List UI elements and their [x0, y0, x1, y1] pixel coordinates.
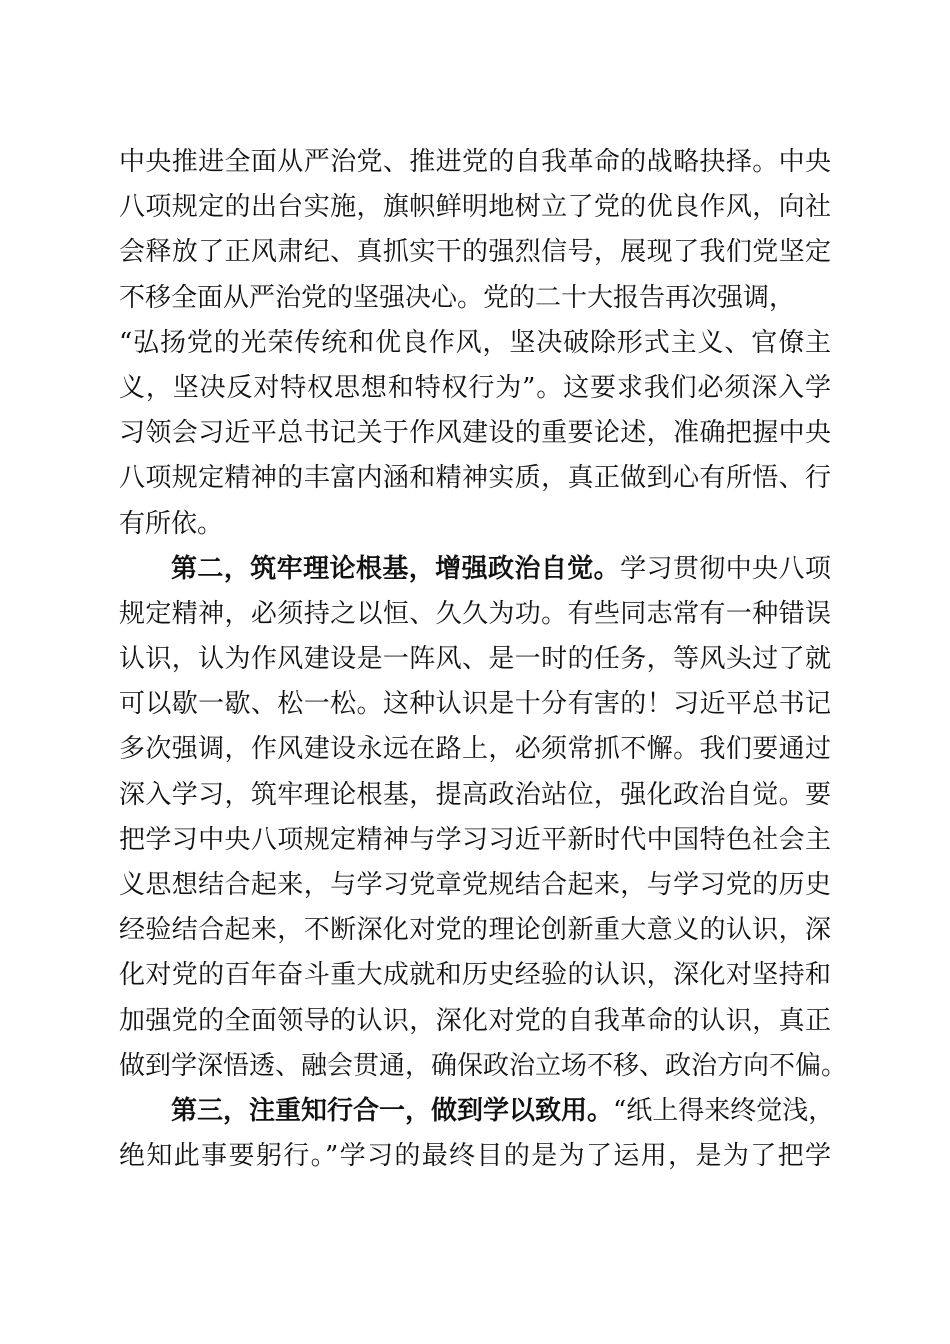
- paragraph-first-line: [119, 547, 831, 592]
- paragraph-line: 可以歇一歇、松一松。这种认识是十分有害的！习近平总书记: [119, 689, 831, 720]
- paragraph-line: 不移全面从严治党的坚强决心。党的二十大报告再次强调，: [119, 282, 796, 313]
- document-body: [119, 140, 848, 1179]
- paragraph-line: 多次强调，作风建设永远在路上，必须常抓不懈。我们要通过: [119, 734, 831, 765]
- paragraph-line: 加强党的全面领导的认识，深化对党的自我革命的认识，真正: [119, 1005, 831, 1036]
- paragraph-first-line: [119, 1089, 835, 1134]
- paragraph-line: 经验结合起来，不断深化对党的理论创新重大意义的认识，深: [119, 915, 831, 946]
- paragraph-text: 学习贯彻中央八项: [620, 553, 831, 584]
- paragraph-line: “弘扬党的光荣传统和优良作风，坚决破除形式主义、官僚主: [119, 327, 831, 358]
- paragraph-line: 把学习中央八项规定精神与学习习近平新时代中国特色社会主: [119, 824, 831, 855]
- paragraph-2: [119, 547, 848, 1089]
- paragraph-line: 会释放了正风肃纪、真抓实干的强烈信号，展现了我们党坚定: [119, 237, 831, 268]
- paragraph-line: 义，坚决反对特权思想和特权行为”。这要求我们必须深入学: [119, 372, 831, 403]
- paragraph-line: 认识，认为作风建设是一阵风、是一时的任务，等风头过了就: [119, 644, 831, 675]
- paragraph-line: 深入学习，筑牢理论根基，提高政治站位，强化政治自觉。要: [119, 779, 831, 810]
- section-heading: 第二，筑牢理论根基，增强政治自觉。: [171, 553, 621, 584]
- paragraph-line: 有所依。: [119, 508, 224, 539]
- section-heading: 第三，注重知行合一，做到学以致用。: [171, 1095, 614, 1126]
- paragraph-line: 八项规定的出台实施，旗帜鲜明地树立了党的优良作风，向社: [119, 192, 831, 223]
- paragraph-line: 义思想结合起来，与学习党章党规结合起来，与学习党的历史: [119, 870, 831, 900]
- paragraph-line: 中央推进全面从严治党、推进党的自我革命的战略抉择。中央: [119, 147, 831, 177]
- paragraph-line: 八项规定精神的丰富内涵和精神实质，真正做到心有所悟、行: [119, 463, 831, 494]
- paragraph-1: [119, 140, 831, 547]
- paragraph-line: 化对党的百年奋斗重大成就和历史经验的认识，深化对坚持和: [119, 960, 831, 991]
- paragraph-text: “纸上得来终觉浅，: [613, 1095, 835, 1126]
- paragraph-line: 绝知此事要躬行。”学习的最终目的是为了运用，是为了把学: [119, 1141, 831, 1172]
- paragraph-line: 习领会习近平总书记关于作风建设的重要论述，准确把握中央: [119, 418, 831, 449]
- paragraph-line: 规定精神，必须持之以恒、久久为功。有些同志常有一种错误: [119, 598, 831, 629]
- paragraph-3: [119, 1089, 835, 1179]
- paragraph-line: 做到学深悟透、融会贯通，确保政治立场不移、政治方向不偏。: [119, 1050, 848, 1081]
